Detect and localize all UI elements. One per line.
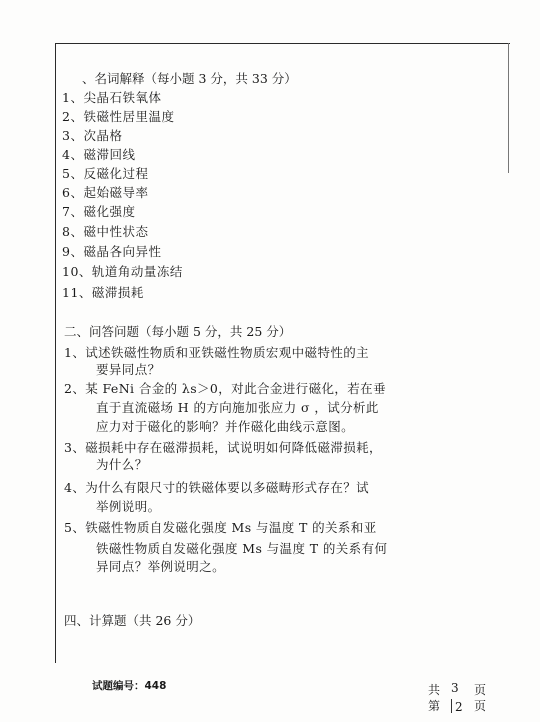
question-4-line-1: 4、为什么有限尺寸的铁磁体要以多磁畴形式存在？试 — [64, 480, 370, 495]
section-1-title: 、名词解释（每小题 3 分，共 33 分） — [82, 71, 297, 86]
page-number-value: 2 — [455, 700, 463, 714]
page-number-unit: 页 — [474, 699, 487, 713]
question-1-line-1: 1、试述铁磁性物质和亚铁磁性物质宏观中磁特性的主 — [64, 345, 370, 360]
term-item-6: 6、起始磁导率 — [62, 185, 149, 200]
total-pages-unit: 页 — [474, 683, 487, 697]
frame-left-line — [55, 43, 56, 663]
question-3-line-1: 3、磁损耗中存在磁滞损耗，试说明如何降低磁滞损耗， — [64, 440, 382, 455]
term-item-4: 4、磁滞回线 — [62, 147, 136, 162]
term-item-10: 10、轨道角动量冻结 — [62, 264, 183, 279]
section-2-title: 二、问答问题（每小题 5 分，共 25 分） — [64, 324, 292, 339]
term-item-9: 9、磁晶各向异性 — [62, 244, 162, 259]
term-item-1: 1、尖晶石铁氧体 — [62, 90, 162, 105]
term-item-3: 3、次晶格 — [62, 128, 123, 143]
question-2-line-1: 2、某 FeNi 合金的 λs＞0，对此合金进行磁化，若在垂 — [64, 381, 386, 396]
total-pages-value: 3 — [451, 681, 459, 695]
term-item-7: 7、磁化强度 — [62, 204, 136, 219]
question-2-line-3: 应力对于磁化的影响？并作磁化曲线示意图。 — [96, 419, 355, 434]
term-item-11: 11、磁滞损耗 — [62, 285, 144, 300]
question-2-line-2: 直于直流磁场 H 的方向施加张应力 σ ，试分析此 — [96, 400, 379, 415]
term-item-8: 8、磁中性状态 — [62, 224, 149, 239]
exam-code: 试题编号：448 — [92, 680, 167, 692]
term-item-2: 2、铁磁性居里温度 — [62, 109, 175, 124]
question-5-line-3: 异同点？举例说明之。 — [96, 559, 226, 574]
question-3-line-2: 为什么？ — [96, 457, 148, 472]
section-4-title: 四、计算题（共 26 分） — [64, 613, 201, 628]
frame-top-line — [55, 43, 510, 44]
page-number-label: 第 — [428, 699, 441, 713]
question-5-line-2: 铁磁性物质自发磁化强度 Ms 与温度 T 的关系有何 — [96, 541, 388, 556]
question-4-line-2: 举例说明。 — [96, 499, 161, 514]
page-number-tick — [451, 699, 452, 713]
question-1-line-2: 要异同点？ — [96, 362, 161, 377]
question-5-line-1: 5、铁磁性物质自发磁化强度 Ms 与温度 T 的关系和亚 — [64, 520, 377, 535]
frame-right-line — [508, 43, 509, 173]
total-pages-label: 共 — [428, 683, 441, 697]
term-item-5: 5、反磁化过程 — [62, 166, 149, 181]
